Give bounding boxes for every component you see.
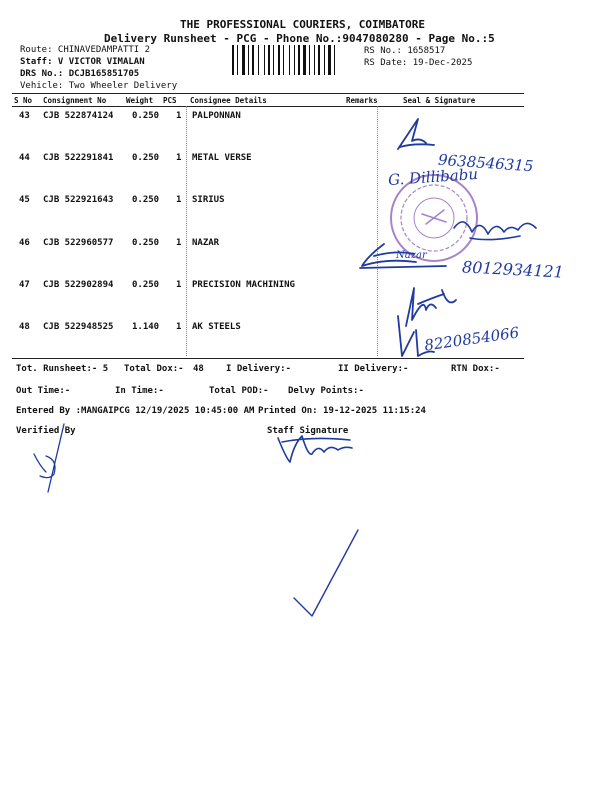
column-header-consignee: Consignee Details	[190, 96, 267, 105]
total-pod: Total POD:-	[209, 386, 269, 396]
row-consignee: AK STEELS	[192, 322, 241, 332]
staff-label: Staff: V VICTOR VIMALAN	[20, 57, 145, 67]
row-weight: 0.250	[132, 280, 160, 290]
row-pcs: 1	[176, 111, 182, 121]
table-header-rule	[12, 106, 524, 107]
row-weight: 1.140	[132, 322, 160, 332]
signature-row-45	[450, 210, 546, 246]
out-time: Out Time:-	[16, 386, 71, 396]
row-consignee: NAZAR	[192, 238, 220, 248]
row-sno: 47	[19, 280, 30, 290]
column-header-pcs: PCS	[163, 96, 177, 105]
drs-number: DRS No.: DCJB165851705	[20, 69, 140, 79]
row-consignee: PRECISION MACHINING	[192, 280, 295, 290]
total-runsheet: Tot. Runsheet:- 5	[16, 364, 109, 374]
column-separator	[377, 106, 378, 356]
handwritten-phone-row47: 8012934121	[461, 257, 565, 282]
column-header-remarks: Remarks	[346, 96, 378, 105]
rs-number: RS No.: 1658517	[364, 46, 446, 56]
delvy-points: Delvy Points:-	[288, 386, 364, 396]
row-consignment: CJB 522902894	[43, 280, 114, 290]
row-consignment: CJB 522921643	[43, 195, 114, 205]
verified-by-label: Verified By	[16, 426, 76, 436]
row-consignment: CJB 522948525	[43, 322, 114, 332]
handwritten-phone-row44: 9638546315	[437, 150, 534, 176]
signature-row-47	[396, 280, 476, 330]
staff-signature-label: Staff Signature	[267, 426, 349, 436]
row-consignment: CJB 522291841	[43, 153, 114, 163]
in-time: In Time:-	[115, 386, 164, 396]
column-separator	[186, 106, 187, 356]
vehicle-label: Vehicle: Two Wheeler Delivery	[20, 81, 178, 91]
printed-on: Printed On: 19-12-2025 11:15:24	[258, 406, 426, 416]
row-sno: 48	[19, 322, 30, 332]
row-weight: 0.250	[132, 111, 160, 121]
column-header-sno: S No	[14, 96, 33, 105]
handwritten-name-row44: G. Dillibabu	[387, 164, 479, 190]
total-dox-value: 48	[193, 364, 204, 374]
row-sno: 45	[19, 195, 30, 205]
column-header-consignment: Consignment No	[43, 96, 107, 105]
table-bottom-rule	[12, 358, 524, 359]
row-consignment: CJB 522960577	[43, 238, 114, 248]
row-pcs: 1	[176, 238, 182, 248]
row-pcs: 1	[176, 153, 182, 163]
entered-by: Entered By :MANGAIPCG 12/19/2025 10:45:00 AM	[16, 406, 255, 416]
row-consignee: SIRIUS	[192, 195, 225, 205]
row-sno: 46	[19, 238, 30, 248]
route-label: Route: CHINAVEDAMPATTI 2	[20, 45, 151, 55]
row-consignee: PALPONNAN	[192, 111, 241, 121]
handwritten-name-row46: Nazar	[396, 250, 427, 261]
row-pcs: 1	[176, 322, 182, 332]
column-header-seal: Seal & Signature	[403, 96, 476, 105]
ii-delivery: II Delivery:-	[338, 364, 409, 374]
barcode	[232, 45, 360, 77]
total-dox-label: Total Dox:-	[124, 364, 184, 374]
column-header-weight: Weight	[126, 96, 154, 105]
row-weight: 0.250	[132, 238, 160, 248]
runsheet-subtitle: Delivery Runsheet - PCG - Phone No.:9047080280 - Page No.:5	[104, 32, 495, 45]
row-sno: 44	[19, 153, 30, 163]
rtn-dox: RTN Dox:-	[451, 364, 500, 374]
table-top-rule	[12, 93, 524, 94]
handwritten-number-row48: 8220854066	[423, 323, 521, 355]
row-consignee: METAL VERSE	[192, 153, 252, 163]
row-weight: 0.250	[132, 153, 160, 163]
row-sno: 43	[19, 111, 30, 121]
signature-row-43	[394, 115, 444, 153]
row-pcs: 1	[176, 195, 182, 205]
i-delivery: I Delivery:-	[226, 364, 292, 374]
row-weight: 0.250	[132, 195, 160, 205]
row-consignment: CJB 522874124	[43, 111, 114, 121]
row-pcs: 1	[176, 280, 182, 290]
company-title: THE PROFESSIONAL COURIERS, COIMBATORE	[180, 18, 426, 31]
checkmark-mark	[288, 526, 364, 622]
rs-date: RS Date: 19-Dec-2025	[364, 58, 473, 68]
